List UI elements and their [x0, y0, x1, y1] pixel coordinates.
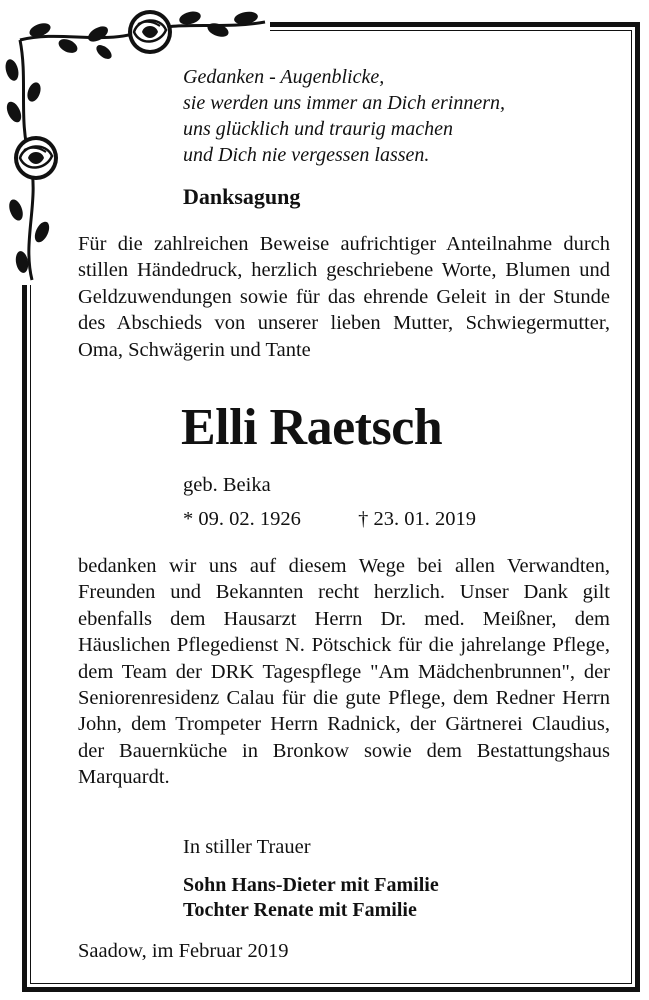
- place-date: Saadow, im Februar 2019: [78, 940, 289, 962]
- mourning-line: In stiller Trauer: [183, 836, 311, 858]
- thanks-paragraph: bedanken wir uns auf diesem Wege bei allen Verwandten, Freunden und Bekannten recht herzlich. Unser Dank gilt ebenfalls dem Hausarzt Herrn Dr. med. Meißner, dem Häuslichen Pflegedienst N. Pötschick für die jahrelange Pflege, dem Team der DRK Tagespflege "Am Mädchenbrunnen", der Seniorenresidenz Calau für die gute Pflege, dem Redner Herrn John, dem Trompeter Herrn Radnick, der Gärtnerei Claudius, der Bauernküche in Bronkow sowie dem Bestattungshaus Marquardt.: [78, 555, 610, 789]
- birth-date: * 09. 02. 1926: [183, 508, 301, 530]
- signer-line: Sohn Hans-Dieter mit Familie: [183, 874, 439, 896]
- deceased-name: Elli Raetsch: [181, 399, 443, 456]
- memorial-poem: [183, 64, 505, 168]
- signer-line: Tochter Renate mit Familie: [183, 899, 417, 921]
- poem-line: und Dich nie vergessen lassen.: [183, 144, 430, 166]
- birth-name: geb. Beika: [183, 474, 271, 496]
- life-dates: [183, 508, 476, 531]
- heading-danksagung: Danksagung: [183, 184, 301, 209]
- death-date: † 23. 01. 2019: [358, 508, 476, 530]
- poem-line: uns glücklich und traurig machen: [183, 118, 453, 140]
- intro-paragraph: Für die zahlreichen Beweise aufrichtiger Anteilnahme durch stillen Händedruck, herzlich geschriebene Worte, Blumen und Geldzuwendungen sowie für das ehrende Geleit in der Stunde des Abschieds von unserer lieben Mutter, Schwiegermutter, Oma, Schwägerin und Tante: [78, 233, 610, 361]
- poem-line: sie werden uns immer an Dich erinnern,: [183, 92, 505, 114]
- poem-line: Gedanken - Augenblicke,: [183, 66, 385, 88]
- signers: [183, 873, 439, 923]
